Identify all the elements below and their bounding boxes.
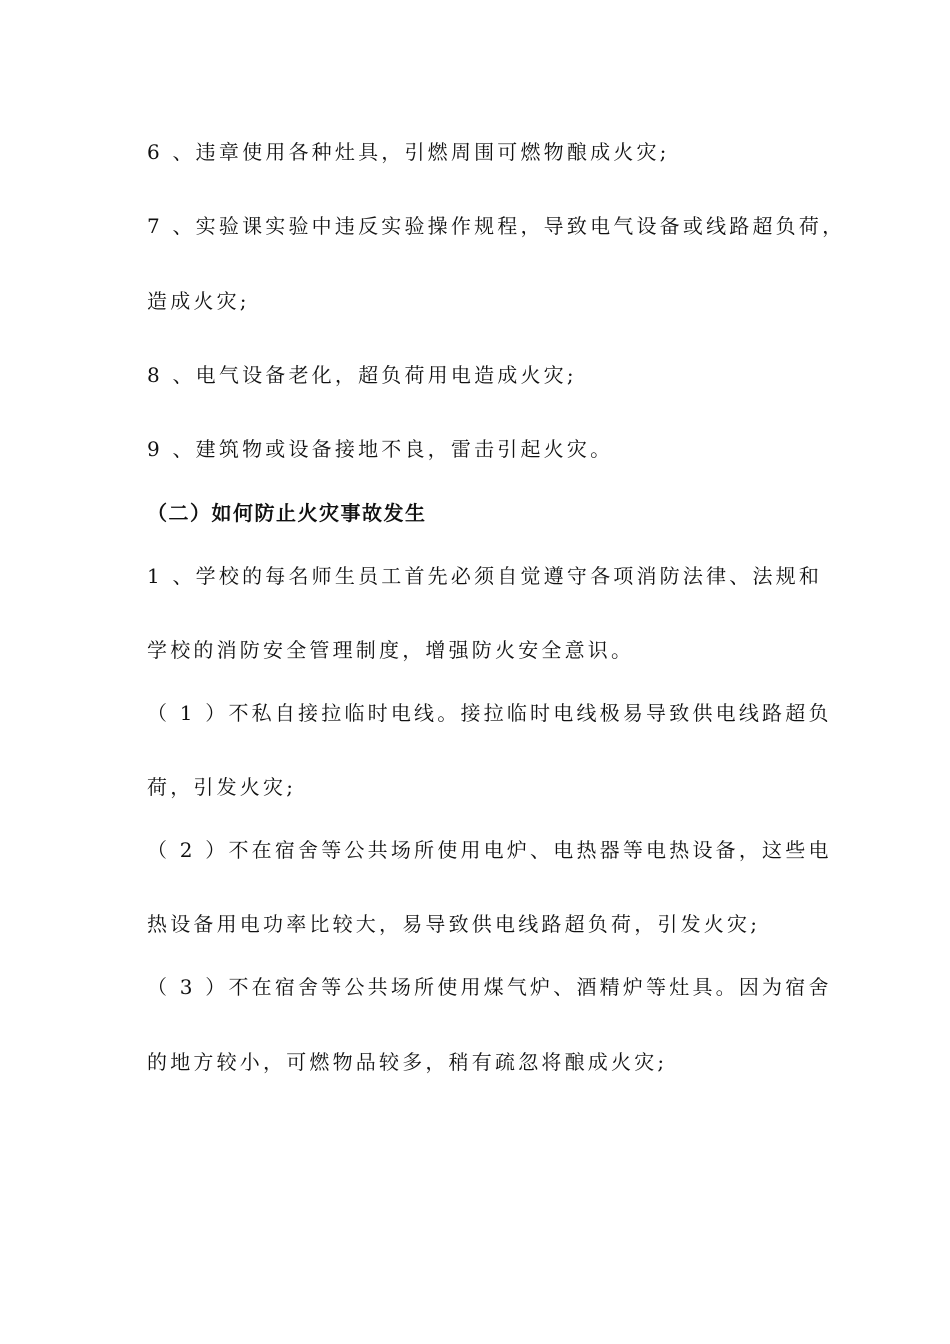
sub-item-1: （ 1 ）不私自接拉临时电线。接拉临时电线极易导致供电线路超负 xyxy=(147,701,832,725)
sub-item-1-continued: 荷，引发火灾; xyxy=(147,775,297,799)
section-heading: （二）如何防止火灾事故发生 xyxy=(147,501,427,525)
cause-item-8: 8 、电气设备老化，超负荷用电造成火灾; xyxy=(147,363,577,387)
cause-item-7: 7 、实验课实验中违反实验操作规程，导致电气设备或线路超负荷， xyxy=(147,214,846,238)
cause-item-6: 6 、违章使用各种灶具，引燃周围可燃物酿成火灾; xyxy=(147,140,670,164)
prevention-item-1-continued: 学校的消防安全管理制度，增强防火安全意识。 xyxy=(147,638,635,662)
sub-item-3-continued: 的地方较小，可燃物品较多，稍有疏忽将酿成火灾; xyxy=(147,1050,668,1074)
cause-item-7-continued: 造成火灾; xyxy=(147,289,250,313)
cause-item-9: 9 、建筑物或设备接地不良，雷击引起火灾。 xyxy=(147,437,614,461)
sub-item-2-continued: 热设备用电功率比较大，易导致供电线路超负荷，引发火灾; xyxy=(147,912,761,936)
prevention-item-1: 1 、学校的每名师生员工首先必须自觉遵守各项消防法律、法规和 xyxy=(147,564,823,588)
sub-item-3: （ 3 ）不在宿舍等公共场所使用煤气炉、酒精炉等灶具。因为宿舍 xyxy=(147,975,832,999)
sub-item-2: （ 2 ）不在宿舍等公共场所使用电炉、电热器等电热设备，这些电 xyxy=(147,838,832,862)
